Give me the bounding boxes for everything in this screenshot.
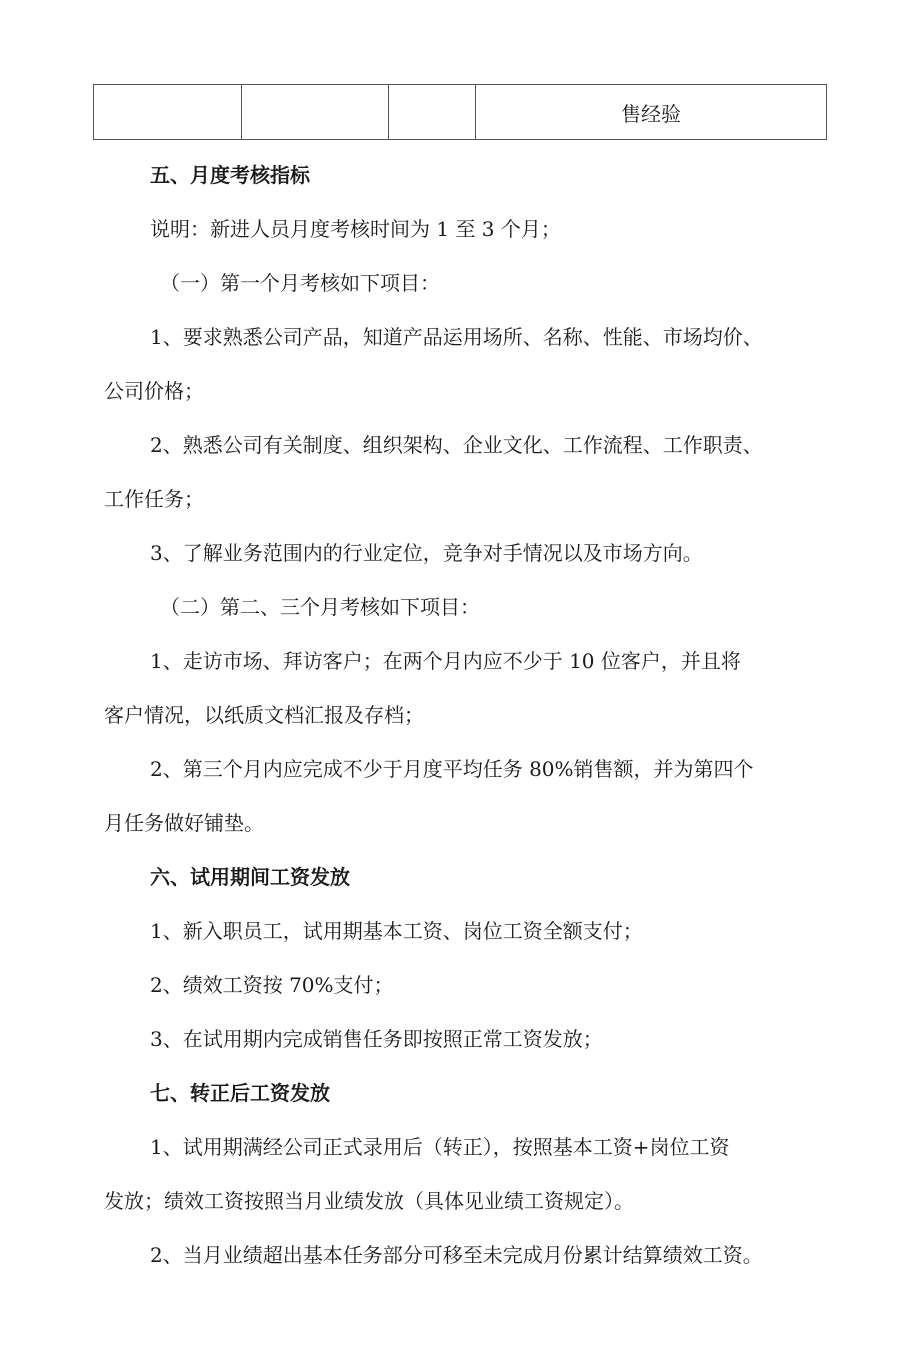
paragraph-line: 3、了解业务范围内的行业定位，竞争对手情况以及市场方向。 [150, 541, 703, 565]
paragraph-line: 1、试用期满经公司正式录用后（转正），按照基本工资+岗位工资 [150, 1135, 730, 1159]
subsection-title-1: （一）第一个月考核如下项目： [160, 271, 440, 295]
subsection-title-2: （二）第二、三个月考核如下项目： [160, 595, 480, 619]
paragraph-line: 公司价格； [104, 379, 204, 403]
paragraph-line: 1、要求熟悉公司产品，知道产品运用场所、名称、性能、市场均价、 [150, 325, 763, 349]
assessment-note: 说明：新进人员月度考核时间为 1 至 3 个月； [150, 217, 561, 241]
table-cell [242, 85, 389, 140]
paragraph-line: 1、走访市场、拜访客户；在两个月内应不少于 10 位客户，并且将 [150, 649, 741, 673]
table-cell [94, 85, 242, 140]
table-cell [389, 85, 476, 140]
paragraph-line: 客户情况，以纸质文档汇报及存档； [104, 703, 424, 727]
paragraph-line: 3、在试用期内完成销售任务即按照正常工资发放； [150, 1027, 603, 1051]
paragraph-line: 月任务做好铺垫。 [104, 811, 264, 835]
section-heading-7: 七、转正后工资发放 [150, 1081, 330, 1105]
position-table [93, 84, 827, 140]
paragraph-line: 工作任务； [104, 487, 204, 511]
paragraph-line: 1、新入职员工，试用期基本工资、岗位工资全额支付； [150, 919, 643, 943]
table-row [94, 85, 827, 140]
paragraph-line: 2、第三个月内应完成不少于月度平均任务 80%销售额，并为第四个 [150, 757, 754, 781]
paragraph-line: 2、当月业绩超出基本任务部分可移至未完成月份累计结算绩效工资。 [150, 1243, 763, 1267]
section-heading-6: 六、试用期间工资发放 [150, 865, 350, 889]
paragraph-line: 发放；绩效工资按照当月业绩发放（具体见业绩工资规定）。 [104, 1189, 634, 1213]
table-fragment [93, 84, 827, 140]
table-cell: 售经验 [476, 85, 827, 140]
paragraph-line: 2、绩效工资按 70%支付； [150, 973, 394, 997]
paragraph-line: 2、熟悉公司有关制度、组织架构、企业文化、工作流程、工作职责、 [150, 433, 763, 457]
section-heading-5: 五、月度考核指标 [150, 163, 310, 187]
